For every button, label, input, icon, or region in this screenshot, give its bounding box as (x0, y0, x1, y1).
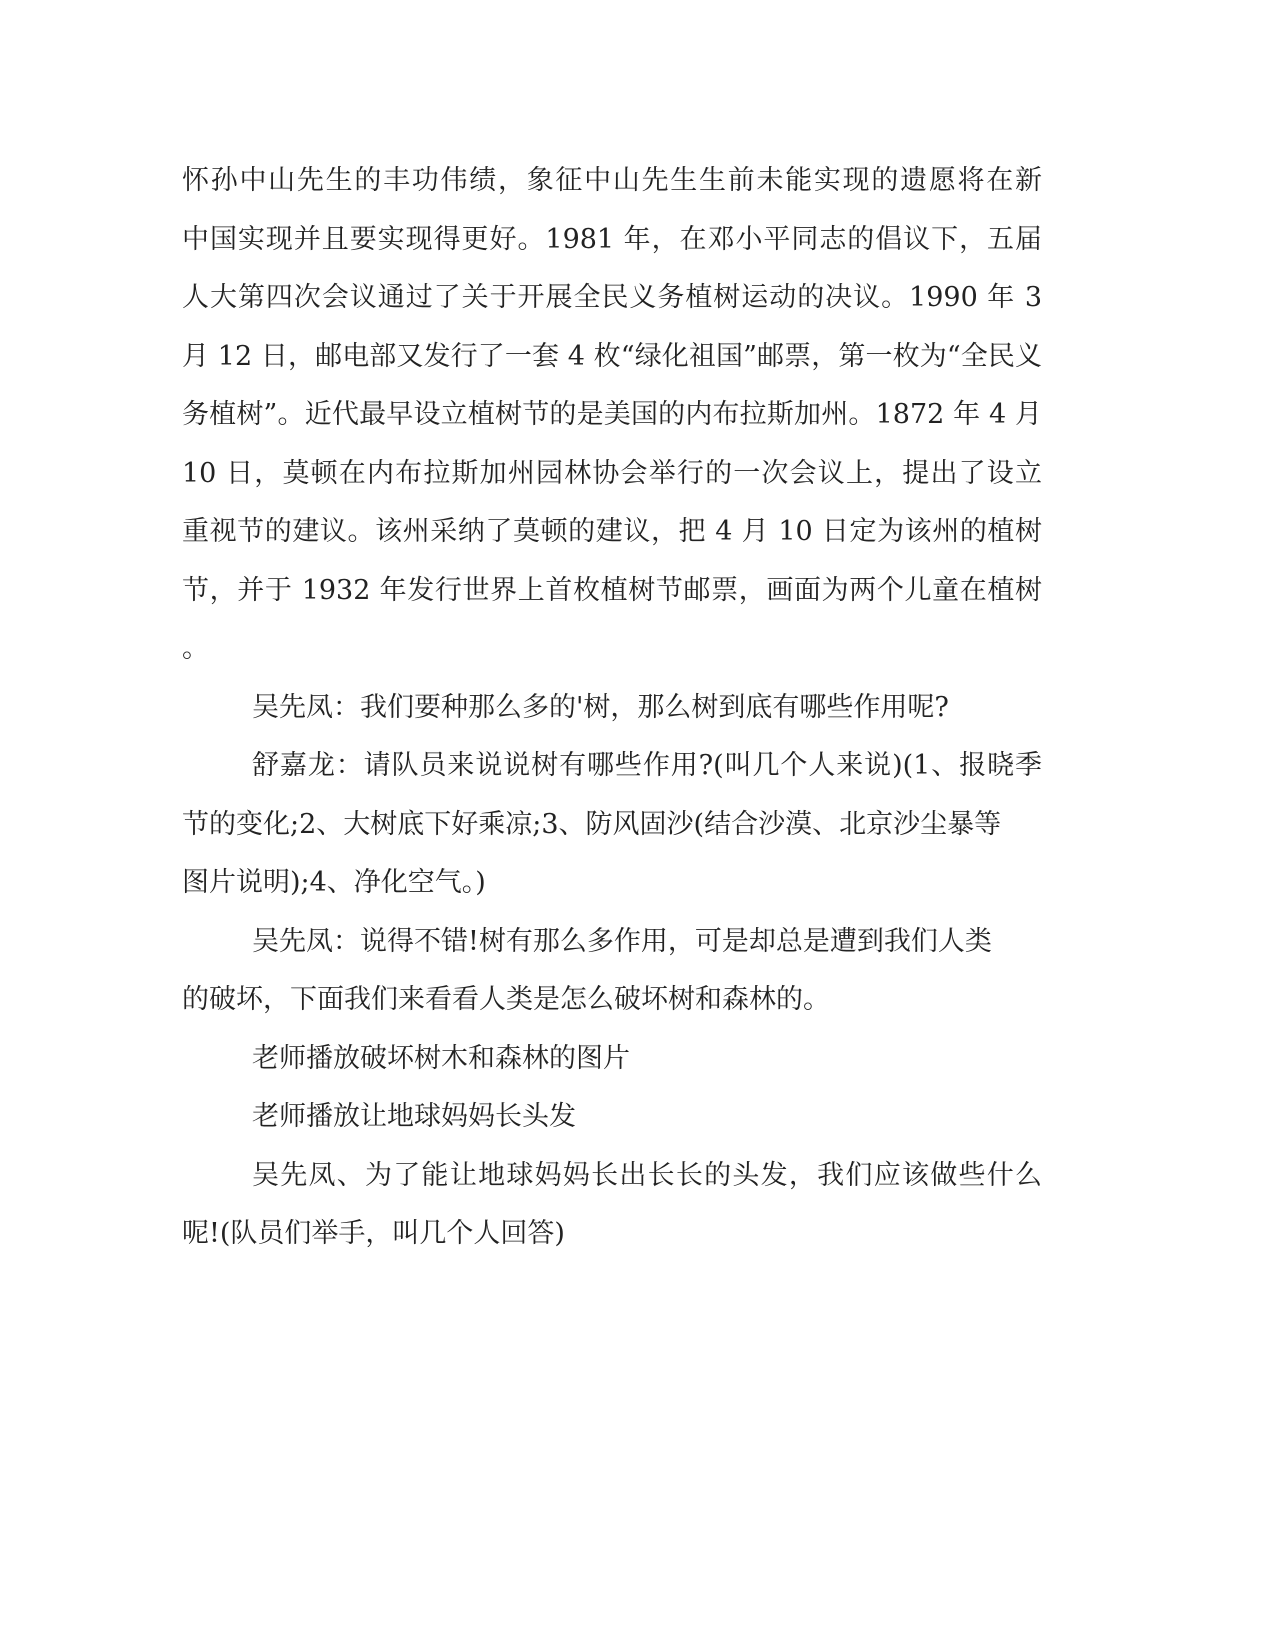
dialogue-line: 舒嘉龙：请队员来说说树有哪些作用?(叫几个人来说)(1、报晓季 (252, 750, 1042, 781)
stage-direction: 老师播放破坏树木和森林的图片 (252, 1042, 630, 1074)
text-line: 图片说明);4、净化空气。) (182, 867, 486, 898)
dialogue-line: 吴先凤：我们要种那么多的'树，那么树到底有哪些作用呢? (252, 691, 949, 723)
text-line: 重视节的建议。该州采纳了莫顿的建议，把 4 月 10 日定为该州的植树 (182, 516, 1042, 547)
text-line: 10 日，莫顿在内布拉斯加州园林协会举行的一次会议上，提出了设立 (182, 457, 1042, 489)
text-line: 月 12 日，邮电部又发行了一套 4 枚“绿化祖国”邮票，第一枚为“全民义 (182, 340, 1042, 372)
text-line: 中国实现并且要实现得更好。1981 年，在邓小平同志的倡议下，五届 (182, 223, 1042, 255)
text-line: 怀孙中山先生的丰功伟绩，象征中山先生生前未能实现的遗愿将在新 (182, 165, 1042, 196)
text-line: 的破坏，下面我们来看看人类是怎么破坏树和森林的。 (182, 984, 830, 1015)
body-text (182, 152, 1042, 1264)
text-line: 节的变化;2、大树底下好乘凉;3、防风固沙(结合沙漠、北京沙尘暴等 (182, 808, 1002, 840)
stage-direction: 老师播放让地球妈妈长头发 (252, 1101, 576, 1132)
text-line: 节，并于 1932 年发行世界上首枚植树节邮票，画面为两个儿童在植树 (182, 574, 1042, 606)
dialogue-line: 吴先凤、为了能让地球妈妈长出长长的头发，我们应该做些什么 (252, 1159, 1042, 1191)
dialogue-line: 吴先凤：说得不错!树有那么多作用，可是却总是遭到我们人类 (252, 925, 992, 957)
text-line: 人大第四次会议通过了关于开展全民义务植树运动的决议。1990 年 3 (182, 282, 1042, 313)
text-line: 务植树”。近代最早设立植树节的是美国的内布拉斯加州。1872 年 4 月 (182, 399, 1042, 430)
text-line: 。 (182, 633, 209, 664)
text-line: 呢!(队员们举手，叫几个人回答) (182, 1218, 565, 1249)
